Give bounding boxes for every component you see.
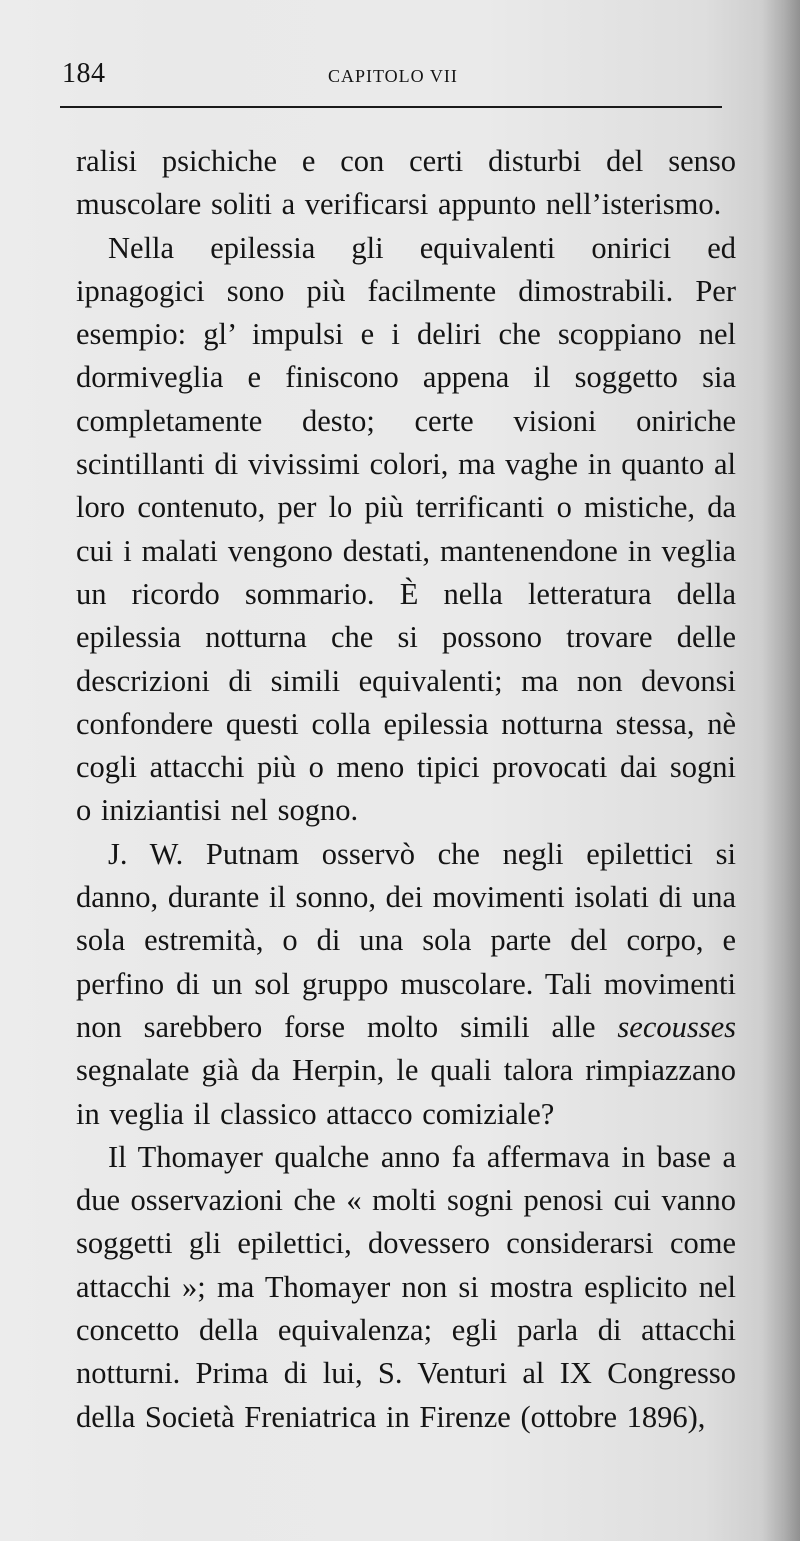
page-number: 184 [62, 58, 106, 89]
paragraph-4: Il Thomayer qualche anno fa affermava in base a due osservazioni che « molti sogni penosi cui vanno soggetti gli epilettici, dovessero considerarsi come attacchi »; ma Thomayer non si mostra esplicito nel concetto della equivalenza; egli parla di attacchi notturni. Prima di lui, S. Venturi al IX Congresso della Società Freniatrica in Firenze (ottobre 1896), [76, 1139, 736, 1434]
paragraph-1: ralisi psichiche e con certi disturbi del senso muscolare soliti a verificarsi appunto nell’isterismo. [76, 144, 736, 222]
paragraph-2: Nella epilessia gli equivalenti onirici ed ipnagogici sono più facilmente dimostrabili. Per esempio: gl’ impulsi e i deliri che scoppiano nel dormiveglia e finiscono appena il soggetto sia completamente desto; certe visioni oniriche scintillanti di vivissimi colori, ma vaghe in quanto al loro contenuto, per lo più terrificanti o mistiche, da cui i malati vengono destati, mantenendone in veglia un ricordo sommario. È nella letteratura della epilessia notturna che si possono trovare delle descrizioni di simili equivalenti; ma non devonsi confondere questi colla epilessia notturna stessa, nè cogli attacchi più o meno tipici provocati dai sogni o iniziantisi nel sogno. [76, 230, 736, 828]
paragraph-3 [76, 833, 736, 1136]
paragraph-3-text-end: segnalate già da Herpin, le quali talora rimpiazzano in veglia il classico attacco comiziale? [76, 1053, 736, 1131]
header-rule [60, 106, 722, 108]
running-head: CAPITOLO VII [328, 66, 458, 86]
page-header [60, 58, 722, 102]
body-text [76, 140, 736, 1439]
italic-term: secousses [617, 1009, 736, 1044]
paragraph-3-text-start: J. W. Putnam osservò che negli epilettici si danno, durante il sonno, dei movimenti isolati di una sola estremità, o di una sola parte del corpo, e perfino di un sol gruppo muscolare. Tali movimenti non sarebbero forse molto simili alle [76, 836, 736, 1044]
page-edge-shadow [762, 0, 800, 1541]
